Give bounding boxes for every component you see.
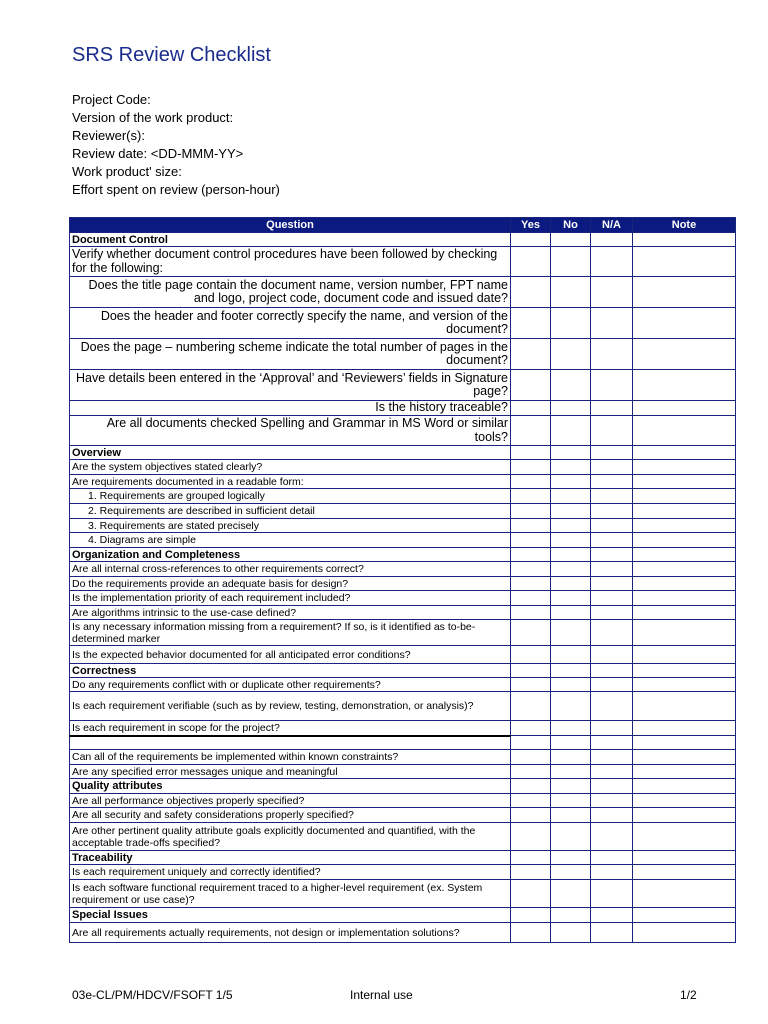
no-cell[interactable] bbox=[551, 908, 591, 923]
no-cell[interactable] bbox=[551, 591, 591, 606]
note-cell[interactable] bbox=[633, 577, 736, 591]
section-title: Special Issues bbox=[70, 908, 511, 923]
yes-cell[interactable] bbox=[511, 446, 551, 460]
na-cell[interactable] bbox=[591, 562, 633, 577]
no-cell[interactable] bbox=[551, 370, 591, 401]
na-cell[interactable] bbox=[591, 308, 633, 339]
question-cell: Does the header and footer correctly specify the name, and version of the document? bbox=[70, 308, 511, 339]
question-cell: Verify whether document control procedures have been followed by checking for the following: bbox=[70, 247, 511, 277]
section-header-row bbox=[70, 851, 736, 865]
no-cell[interactable] bbox=[551, 519, 591, 533]
table-row bbox=[70, 678, 736, 692]
na-cell[interactable] bbox=[591, 794, 633, 808]
question-cell: Are all performance objectives properly specified? bbox=[70, 794, 511, 808]
footer-document-code: 03e-CL/PM/HDCV/FSOFT 1/5 bbox=[72, 988, 233, 1002]
question-cell: Is the expected behavior documented for all anticipated error conditions? bbox=[70, 646, 511, 664]
na-cell[interactable] bbox=[591, 620, 633, 646]
no-cell[interactable] bbox=[551, 736, 591, 750]
question-cell: Are requirements documented in a readable form: bbox=[70, 475, 511, 489]
yes-cell[interactable] bbox=[511, 823, 551, 851]
yes-cell[interactable] bbox=[511, 880, 551, 908]
no-cell[interactable] bbox=[551, 489, 591, 504]
note-cell[interactable] bbox=[633, 519, 736, 533]
review-effort-label: Effort spent on review (person-hour) bbox=[72, 182, 280, 197]
no-cell[interactable] bbox=[551, 678, 591, 692]
na-cell[interactable] bbox=[591, 416, 633, 446]
na-cell[interactable] bbox=[591, 548, 633, 562]
table-row bbox=[70, 646, 736, 664]
table-row bbox=[70, 519, 736, 533]
question-cell: Does the title page contain the document name, version number, FPT name and logo, project code, document code and issued date? bbox=[70, 277, 511, 308]
note-cell[interactable] bbox=[633, 779, 736, 794]
yes-cell[interactable] bbox=[511, 277, 551, 308]
table-row bbox=[70, 620, 736, 646]
note-cell[interactable] bbox=[633, 678, 736, 692]
question-cell: Are any specified error messages unique and meaningful bbox=[70, 765, 511, 779]
table-row bbox=[70, 865, 736, 880]
na-cell[interactable] bbox=[591, 678, 633, 692]
table-row bbox=[70, 562, 736, 577]
note-cell[interactable] bbox=[633, 823, 736, 851]
note-cell[interactable] bbox=[633, 851, 736, 865]
yes-cell[interactable] bbox=[511, 339, 551, 370]
note-cell[interactable] bbox=[633, 808, 736, 823]
question-cell: Is each requirement in scope for the project? bbox=[70, 721, 511, 736]
na-cell[interactable] bbox=[591, 823, 633, 851]
no-cell[interactable] bbox=[551, 562, 591, 577]
yes-cell[interactable] bbox=[511, 370, 551, 401]
no-cell[interactable] bbox=[551, 308, 591, 339]
yes-cell[interactable] bbox=[511, 620, 551, 646]
section-title: Correctness bbox=[70, 664, 511, 678]
table-row bbox=[70, 247, 736, 277]
no-cell[interactable] bbox=[551, 794, 591, 808]
note-cell[interactable] bbox=[633, 277, 736, 308]
no-cell[interactable] bbox=[551, 460, 591, 475]
note-cell[interactable] bbox=[633, 664, 736, 678]
question-cell: Are other pertinent quality attribute goals explicitly documented and quantified, with the acceptable trade-offs specified? bbox=[70, 823, 511, 851]
na-cell[interactable] bbox=[591, 606, 633, 620]
table-row bbox=[70, 460, 736, 475]
table-row bbox=[70, 808, 736, 823]
footer-classification: Internal use bbox=[350, 988, 413, 1002]
na-cell[interactable] bbox=[591, 591, 633, 606]
no-cell[interactable] bbox=[551, 533, 591, 548]
note-cell[interactable] bbox=[633, 646, 736, 664]
no-cell[interactable] bbox=[551, 577, 591, 591]
page-title: SRS Review Checklist bbox=[72, 44, 271, 66]
no-cell[interactable] bbox=[551, 504, 591, 519]
table-row bbox=[70, 880, 736, 908]
section-header-row bbox=[70, 233, 736, 247]
na-cell[interactable] bbox=[591, 339, 633, 370]
na-cell[interactable] bbox=[591, 277, 633, 308]
no-cell[interactable] bbox=[551, 865, 591, 880]
na-cell[interactable] bbox=[591, 923, 633, 943]
section-header-row bbox=[70, 548, 736, 562]
note-cell[interactable] bbox=[633, 446, 736, 460]
note-cell[interactable] bbox=[633, 880, 736, 908]
table-row bbox=[70, 736, 736, 750]
no-cell[interactable] bbox=[551, 233, 591, 247]
project-code-label: Project Code: bbox=[72, 92, 151, 107]
question-cell: Do the requirements provide an adequate basis for design? bbox=[70, 577, 511, 591]
note-cell[interactable] bbox=[633, 475, 736, 489]
na-cell[interactable] bbox=[591, 247, 633, 277]
no-cell[interactable] bbox=[551, 339, 591, 370]
table-row bbox=[70, 721, 736, 736]
checklist-table bbox=[69, 217, 736, 943]
table-row bbox=[70, 277, 736, 308]
table-row bbox=[70, 339, 736, 370]
no-cell[interactable] bbox=[551, 851, 591, 865]
yes-cell[interactable] bbox=[511, 460, 551, 475]
na-cell[interactable] bbox=[591, 460, 633, 475]
no-cell[interactable] bbox=[551, 401, 591, 416]
question-cell: Are all documents checked Spelling and Grammar in MS Word or similar tools? bbox=[70, 416, 511, 446]
na-cell[interactable] bbox=[591, 370, 633, 401]
na-cell[interactable] bbox=[591, 577, 633, 591]
yes-cell[interactable] bbox=[511, 416, 551, 446]
no-cell[interactable] bbox=[551, 475, 591, 489]
note-cell[interactable] bbox=[633, 794, 736, 808]
no-cell[interactable] bbox=[551, 750, 591, 765]
yes-cell[interactable] bbox=[511, 308, 551, 339]
question-cell: Are algorithms intrinsic to the use-case defined? bbox=[70, 606, 511, 620]
na-cell[interactable] bbox=[591, 504, 633, 519]
table-row bbox=[70, 923, 736, 943]
note-cell[interactable] bbox=[633, 504, 736, 519]
note-cell[interactable] bbox=[633, 865, 736, 880]
note-cell[interactable] bbox=[633, 460, 736, 475]
yes-cell[interactable] bbox=[511, 533, 551, 548]
note-cell[interactable] bbox=[633, 765, 736, 779]
section-header-row bbox=[70, 664, 736, 678]
question-cell bbox=[70, 736, 511, 750]
header-note: Note bbox=[633, 218, 736, 233]
yes-cell[interactable] bbox=[511, 750, 551, 765]
no-cell[interactable] bbox=[551, 923, 591, 943]
note-cell[interactable] bbox=[633, 370, 736, 401]
yes-cell[interactable] bbox=[511, 664, 551, 678]
yes-cell[interactable] bbox=[511, 692, 551, 721]
no-cell[interactable] bbox=[551, 620, 591, 646]
question-cell: Are all internal cross-references to other requirements correct? bbox=[70, 562, 511, 577]
table-row bbox=[70, 750, 736, 765]
table-row bbox=[70, 794, 736, 808]
na-cell[interactable] bbox=[591, 736, 633, 750]
no-cell[interactable] bbox=[551, 765, 591, 779]
no-cell[interactable] bbox=[551, 247, 591, 277]
yes-cell[interactable] bbox=[511, 548, 551, 562]
na-cell[interactable] bbox=[591, 533, 633, 548]
na-cell[interactable] bbox=[591, 865, 633, 880]
na-cell[interactable] bbox=[591, 880, 633, 908]
question-cell: Have details been entered in the ‘Approval’ and ‘Reviewers’ fields in Signature page? bbox=[70, 370, 511, 401]
no-cell[interactable] bbox=[551, 664, 591, 678]
header-no: No bbox=[551, 218, 591, 233]
table-header-row bbox=[70, 218, 736, 233]
no-cell[interactable] bbox=[551, 779, 591, 794]
table-row bbox=[70, 475, 736, 489]
na-cell[interactable] bbox=[591, 446, 633, 460]
section-header-row bbox=[70, 446, 736, 460]
na-cell[interactable] bbox=[591, 750, 633, 765]
yes-cell[interactable] bbox=[511, 851, 551, 865]
no-cell[interactable] bbox=[551, 721, 591, 736]
table-row bbox=[70, 370, 736, 401]
section-title: Organization and Completeness bbox=[70, 548, 511, 562]
na-cell[interactable] bbox=[591, 851, 633, 865]
yes-cell[interactable] bbox=[511, 794, 551, 808]
note-cell[interactable] bbox=[633, 548, 736, 562]
work-product-version-label: Version of the work product: bbox=[72, 110, 234, 125]
reviewers-label: Reviewer(s): bbox=[72, 128, 145, 143]
question-cell: 2. Requirements are described in sufficient detail bbox=[70, 504, 511, 519]
yes-cell[interactable] bbox=[511, 577, 551, 591]
note-cell[interactable] bbox=[633, 562, 736, 577]
yes-cell[interactable] bbox=[511, 721, 551, 736]
yes-cell[interactable] bbox=[511, 489, 551, 504]
footer-page-number: 1/2 bbox=[680, 988, 697, 1002]
no-cell[interactable] bbox=[551, 548, 591, 562]
question-cell: Does the page – numbering scheme indicate the total number of pages in the document? bbox=[70, 339, 511, 370]
table-row bbox=[70, 533, 736, 548]
section-title: Overview bbox=[70, 446, 511, 460]
note-cell[interactable] bbox=[633, 606, 736, 620]
yes-cell[interactable] bbox=[511, 247, 551, 277]
na-cell[interactable] bbox=[591, 765, 633, 779]
yes-cell[interactable] bbox=[511, 865, 551, 880]
header-question: Question bbox=[70, 218, 511, 233]
note-cell[interactable] bbox=[633, 620, 736, 646]
table-row bbox=[70, 823, 736, 851]
question-cell: 4. Diagrams are simple bbox=[70, 533, 511, 548]
na-cell[interactable] bbox=[591, 692, 633, 721]
note-cell[interactable] bbox=[633, 721, 736, 736]
no-cell[interactable] bbox=[551, 277, 591, 308]
yes-cell[interactable] bbox=[511, 519, 551, 533]
yes-cell[interactable] bbox=[511, 233, 551, 247]
yes-cell[interactable] bbox=[511, 591, 551, 606]
table-row bbox=[70, 504, 736, 519]
note-cell[interactable] bbox=[633, 233, 736, 247]
note-cell[interactable] bbox=[633, 692, 736, 721]
question-cell: Do any requirements conflict with or duplicate other requirements? bbox=[70, 678, 511, 692]
question-cell: Is any necessary information missing from a requirement? If so, is it identified as to-be-determined marker bbox=[70, 620, 511, 646]
note-cell[interactable] bbox=[633, 736, 736, 750]
question-cell: Are the system objectives stated clearly? bbox=[70, 460, 511, 475]
yes-cell[interactable] bbox=[511, 646, 551, 664]
yes-cell[interactable] bbox=[511, 779, 551, 794]
no-cell[interactable] bbox=[551, 646, 591, 664]
no-cell[interactable] bbox=[551, 446, 591, 460]
na-cell[interactable] bbox=[591, 664, 633, 678]
table-row bbox=[70, 489, 736, 504]
note-cell[interactable] bbox=[633, 750, 736, 765]
yes-cell[interactable] bbox=[511, 923, 551, 943]
note-cell[interactable] bbox=[633, 533, 736, 548]
na-cell[interactable] bbox=[591, 519, 633, 533]
section-title: Document Control bbox=[70, 233, 511, 247]
table-row bbox=[70, 591, 736, 606]
table-row bbox=[70, 416, 736, 446]
na-cell[interactable] bbox=[591, 233, 633, 247]
yes-cell[interactable] bbox=[511, 606, 551, 620]
table-row bbox=[70, 401, 736, 416]
note-cell[interactable] bbox=[633, 247, 736, 277]
yes-cell[interactable] bbox=[511, 908, 551, 923]
note-cell[interactable] bbox=[633, 923, 736, 943]
question-cell: 3. Requirements are stated precisely bbox=[70, 519, 511, 533]
na-cell[interactable] bbox=[591, 721, 633, 736]
review-date-label: Review date: <DD-MMM-YY> bbox=[72, 146, 244, 161]
yes-cell[interactable] bbox=[511, 504, 551, 519]
table-row bbox=[70, 606, 736, 620]
section-title: Traceability bbox=[70, 851, 511, 865]
yes-cell[interactable] bbox=[511, 562, 551, 577]
header-na: N/A bbox=[591, 218, 633, 233]
table-row bbox=[70, 765, 736, 779]
no-cell[interactable] bbox=[551, 808, 591, 823]
note-cell[interactable] bbox=[633, 591, 736, 606]
no-cell[interactable] bbox=[551, 416, 591, 446]
question-cell: Are all security and safety considerations properly specified? bbox=[70, 808, 511, 823]
yes-cell[interactable] bbox=[511, 736, 551, 750]
question-cell: Is the history traceable? bbox=[70, 401, 511, 416]
na-cell[interactable] bbox=[591, 489, 633, 504]
note-cell[interactable] bbox=[633, 489, 736, 504]
table-row bbox=[70, 308, 736, 339]
na-cell[interactable] bbox=[591, 475, 633, 489]
work-product-size-label: Work product' size: bbox=[72, 164, 182, 179]
note-cell[interactable] bbox=[633, 416, 736, 446]
section-header-row bbox=[70, 779, 736, 794]
table-row bbox=[70, 577, 736, 591]
no-cell[interactable] bbox=[551, 606, 591, 620]
review-metadata bbox=[72, 91, 280, 199]
yes-cell[interactable] bbox=[511, 765, 551, 779]
section-title: Quality attributes bbox=[70, 779, 511, 794]
na-cell[interactable] bbox=[591, 808, 633, 823]
na-cell[interactable] bbox=[591, 401, 633, 416]
question-cell: Can all of the requirements be implemented within known constraints? bbox=[70, 750, 511, 765]
section-header-row bbox=[70, 908, 736, 923]
question-cell: Is each requirement uniquely and correctly identified? bbox=[70, 865, 511, 880]
no-cell[interactable] bbox=[551, 880, 591, 908]
yes-cell[interactable] bbox=[511, 475, 551, 489]
yes-cell[interactable] bbox=[511, 678, 551, 692]
table-row bbox=[70, 692, 736, 721]
question-cell: Is each software functional requirement traced to a higher-level requirement (ex. System requirement or use case)? bbox=[70, 880, 511, 908]
header-yes: Yes bbox=[511, 218, 551, 233]
note-cell[interactable] bbox=[633, 308, 736, 339]
question-cell: 1. Requirements are grouped logically bbox=[70, 489, 511, 504]
note-cell[interactable] bbox=[633, 339, 736, 370]
na-cell[interactable] bbox=[591, 779, 633, 794]
no-cell[interactable] bbox=[551, 823, 591, 851]
na-cell[interactable] bbox=[591, 646, 633, 664]
note-cell[interactable] bbox=[633, 908, 736, 923]
na-cell[interactable] bbox=[591, 908, 633, 923]
question-cell: Are all requirements actually requirements, not design or implementation solutions? bbox=[70, 923, 511, 943]
yes-cell[interactable] bbox=[511, 401, 551, 416]
yes-cell[interactable] bbox=[511, 808, 551, 823]
no-cell[interactable] bbox=[551, 692, 591, 721]
note-cell[interactable] bbox=[633, 401, 736, 416]
question-cell: Is each requirement verifiable (such as by review, testing, demonstration, or analysis)? bbox=[70, 692, 511, 721]
question-cell: Is the implementation priority of each requirement included? bbox=[70, 591, 511, 606]
